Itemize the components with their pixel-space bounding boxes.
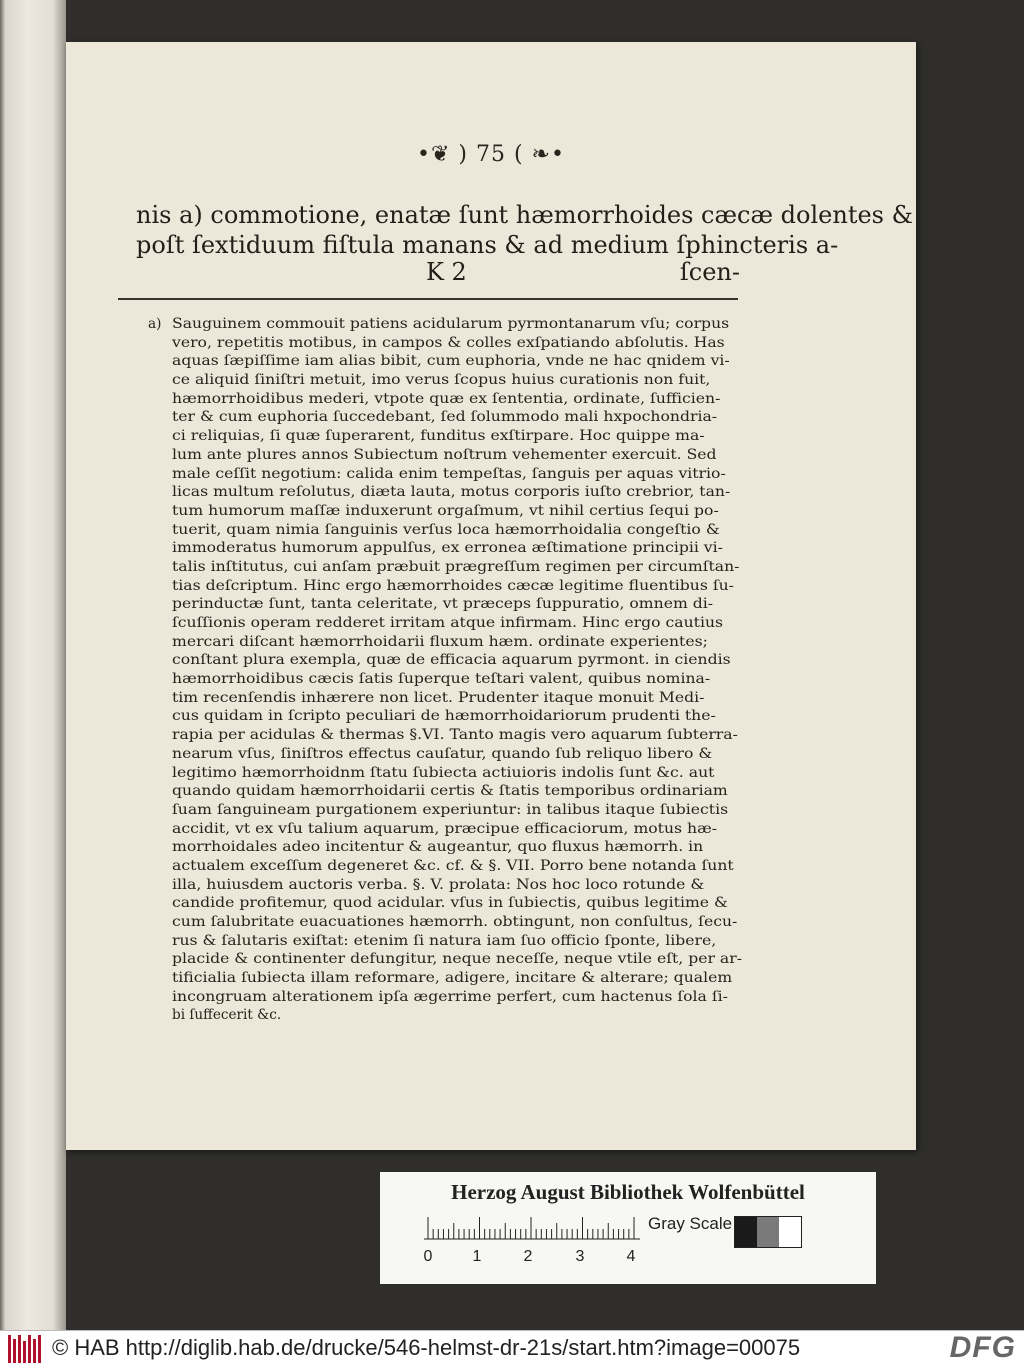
footnote-line bbox=[148, 558, 768, 577]
footnote-line bbox=[148, 876, 768, 895]
footnote-line bbox=[148, 465, 768, 484]
gray-swatch-light bbox=[779, 1217, 801, 1247]
previous-page-edge bbox=[0, 0, 66, 1330]
footnote-text: tim recenſendis inhærere non licet. Prudenter itaque monuit Medi- bbox=[172, 689, 705, 706]
footnote-text: cus quidam in ſcripto peculiari de hæmorrhoidariorum prudenti the- bbox=[172, 708, 716, 725]
footnote-rule bbox=[118, 298, 738, 300]
footnote-line bbox=[148, 745, 768, 764]
footnote-line bbox=[148, 913, 768, 932]
footnote-text: tias deſcriptum. Hinc ergo hæmorrhoides cæcæ legitime fluentibus ſu- bbox=[172, 577, 734, 594]
footnote-line bbox=[148, 1006, 768, 1025]
footnote-line bbox=[148, 969, 768, 988]
library-name: Herzog August Bibliothek Wolfenbüttel bbox=[451, 1180, 805, 1204]
gray-swatch-mid bbox=[757, 1217, 779, 1247]
footnote-block bbox=[148, 315, 768, 1025]
footnote-text: cum ſalubritate euacuationes hæmorrh. obtingunt, non conſultus, ſecu- bbox=[172, 914, 738, 930]
footnote-line bbox=[148, 857, 768, 876]
gray-swatch-dark bbox=[735, 1217, 757, 1247]
footnote-text: perinductæ ſunt, tanta celeritate, vt præceps ſuppuratio, omnem di- bbox=[172, 596, 714, 613]
footnote-text: mercari diſcant hæmorrhoidarii fluxum hæm. ordinate experientes; bbox=[172, 633, 708, 650]
footnote-line bbox=[148, 446, 768, 465]
footnote-text: rus & ſalutaris exiſtat: etenim ſi natura iam ſuo officio ſponte, libere, bbox=[172, 932, 717, 949]
footnote-line bbox=[148, 502, 768, 521]
footnote-line bbox=[148, 595, 768, 614]
footnote-text: male ceſſit negotium: calida enim tempeſtas, ſanguis per aquas vitrio- bbox=[172, 465, 726, 482]
footnote-text: legitimo hæmorrhoidnm ſtatu ſubiecta actiuioris indolis ſunt &c. aut bbox=[172, 764, 715, 781]
footnote-text: bi ſuffecerit &c. bbox=[172, 1007, 282, 1024]
footnote-text: licas multum reſolutus, diæta lauta, motus corporis iuſto crebrior, tan- bbox=[172, 484, 731, 501]
footnote-text: morrhoidales adeo incitentur & augeantur, quo fluxus hæmorrh. in bbox=[172, 839, 704, 856]
footnote-line bbox=[148, 932, 768, 951]
footnote-line bbox=[148, 315, 768, 334]
footnote-line bbox=[148, 689, 768, 708]
footnote-text: tuerit, quam nimia ſanguinis verſus loca hæmorrhoidalia congeſtio & bbox=[172, 521, 720, 538]
footnote-text: candide profitemur, quod acidular. vſus in ſubiectis, quibus legitime & bbox=[172, 895, 728, 912]
footnote-line bbox=[148, 408, 768, 427]
footnote-line bbox=[148, 988, 768, 1007]
footnote-text: hæmorrhoidibus mederi, vtpote quæ ex ſententia, ordinate, ſufficien- bbox=[172, 390, 721, 407]
footnote-line bbox=[148, 726, 768, 745]
footnote-text: nearum vſus, ſiniſtros effectus cauſatur, quando ſub reliquo libero & bbox=[172, 745, 713, 762]
copyright-link[interactable]: © HAB http://diglib.hab.de/drucke/546-helmst-dr-21s/start.htm?image=00075 bbox=[52, 1335, 801, 1360]
footnote-line bbox=[148, 820, 768, 839]
footnote-line bbox=[148, 427, 768, 446]
footnote-text: lum ante plures annos Subiectum noſtrum vehementer exercuit. Sed bbox=[172, 446, 717, 463]
footnote-line bbox=[148, 539, 768, 558]
signature-mark: K 2 bbox=[426, 258, 467, 286]
footnote-line bbox=[148, 390, 768, 409]
footnote-text: Sauguinem commouit patiens acidularum pyrmontanarum vſu; corpus bbox=[172, 316, 730, 332]
footnote-line bbox=[148, 483, 768, 502]
ruler-number: 1 bbox=[472, 1248, 482, 1265]
document-page bbox=[66, 42, 916, 1150]
footnote-text: conſtant plura exempla, quæ de efficacia aquarum pyrmont. in ciendis bbox=[172, 652, 731, 669]
footnote-line bbox=[148, 614, 768, 633]
main-text-line-2: poſt ſextiduum fiſtula manans & ad medium ſphincteris a- bbox=[136, 231, 839, 259]
catchword: ſcen- bbox=[679, 258, 740, 286]
footnote-line bbox=[148, 334, 768, 353]
signature-row bbox=[136, 258, 740, 288]
ruler-number: 2 bbox=[523, 1248, 533, 1265]
footnote-text: illa, huiusdem auctoris verba. §. V. prolata: Nos hoc loco rotunde & bbox=[172, 876, 705, 893]
footnote-line bbox=[148, 371, 768, 390]
footnote-line bbox=[148, 633, 768, 652]
footnote-text: rapia per acidulas & thermas §.VI. Tanto magis vero aquarum ſubterra- bbox=[172, 727, 738, 744]
footnote-marker: a) bbox=[148, 316, 162, 332]
footnote-line bbox=[148, 707, 768, 726]
footnote-text: quando quidam hæmorrhoidarii certis & ſtatis temporibus ordinariam bbox=[172, 783, 728, 800]
footnote-text: placide & continenter defungitur, neque neceſſe, neque vtile eſt, per ar- bbox=[172, 951, 743, 968]
footnote-line bbox=[148, 670, 768, 689]
footnote-text: immoderatus humorum appulſus, ex erronea æſtimatione principii vi- bbox=[172, 540, 723, 557]
footnote-text: talis inſtitutus, cui anſam præbuit prægreſſum regimen per circumſtan- bbox=[172, 558, 740, 575]
running-head: •❦ ) 75 ( ❧• bbox=[417, 142, 565, 167]
footnote-text: tum humorum maſſæ induxerunt orgaſmum, vt nihil certius ſequi po- bbox=[172, 502, 719, 519]
viewer-footer bbox=[0, 1330, 1024, 1369]
dfg-logo: DFG bbox=[949, 1331, 1016, 1364]
footnote-text: accidit, vt ex vſu talium aquarum, præcipue efficaciorum, motus hæ- bbox=[172, 820, 718, 837]
footnote-text: actualem exceſſum degeneret &c. cf. & §. VII. Porro bene notanda ſunt bbox=[172, 857, 734, 874]
ruler-number: 3 bbox=[575, 1248, 585, 1265]
main-text-line-1: nis a) commotione, enatæ ſunt hæmorrhoides cæcæ dolentes & bbox=[136, 201, 913, 229]
footnote-text: ſuam ſanguineam purgationem experiuntur: in talibus itaque ſubiectis bbox=[172, 801, 729, 818]
ruler-number: 0 bbox=[423, 1248, 433, 1265]
ruler-number: 4 bbox=[626, 1248, 636, 1265]
gray-scale-swatches bbox=[734, 1216, 802, 1248]
footnote-text: vero, repetitis motibus, in campos & colles exſpatiando abſolutis. Has bbox=[172, 334, 725, 351]
footnote-line bbox=[148, 950, 768, 969]
ruler-numbers bbox=[0, 1248, 1024, 1268]
footnote-text: aquas ſæpiſſime iam alias bibit, cum euphoria, vnde ne hac qnidem vi- bbox=[172, 353, 730, 370]
measurement-ruler bbox=[424, 1210, 640, 1240]
footnote-line bbox=[148, 352, 768, 371]
footnote-text: tificialia ſubiecta illam reformare, adigere, incitare & alterare; qualem bbox=[172, 970, 733, 987]
footnote-text: ſcuſſionis operam redderet irritam atque infirmam. Hinc ergo cautius bbox=[172, 615, 724, 631]
footnote-line bbox=[148, 782, 768, 801]
footnote-line bbox=[148, 651, 768, 670]
hab-logo-icon bbox=[8, 1335, 44, 1363]
footnote-text: ce aliquid ſiniſtri metuit, imo verus ſcopus huius curationis non fuit, bbox=[172, 372, 711, 389]
footnote-text: ter & cum euphoria ſuccedebant, ſed ſolummodo mali hxpochondria- bbox=[172, 409, 718, 426]
footnote-text: hæmorrhoidibus cæcis ſatis ſuperque teſtari valent, quibus nomina- bbox=[172, 671, 711, 688]
footnote-line bbox=[148, 577, 768, 596]
footnote-line bbox=[148, 894, 768, 913]
footnote-text: incongruam alterationem ipſa ægerrime perfert, cum hactenus ſola ſi- bbox=[172, 988, 728, 1005]
footnote-line bbox=[148, 801, 768, 820]
footnote-line bbox=[148, 838, 768, 857]
footnote-line bbox=[148, 521, 768, 540]
footnote-text: ci reliquias, ſi quæ ſuperarent, funditus exſtirpare. Hoc quippe ma- bbox=[172, 428, 705, 445]
gray-scale-label: Gray Scale bbox=[648, 1214, 733, 1233]
footnote-line bbox=[148, 764, 768, 783]
